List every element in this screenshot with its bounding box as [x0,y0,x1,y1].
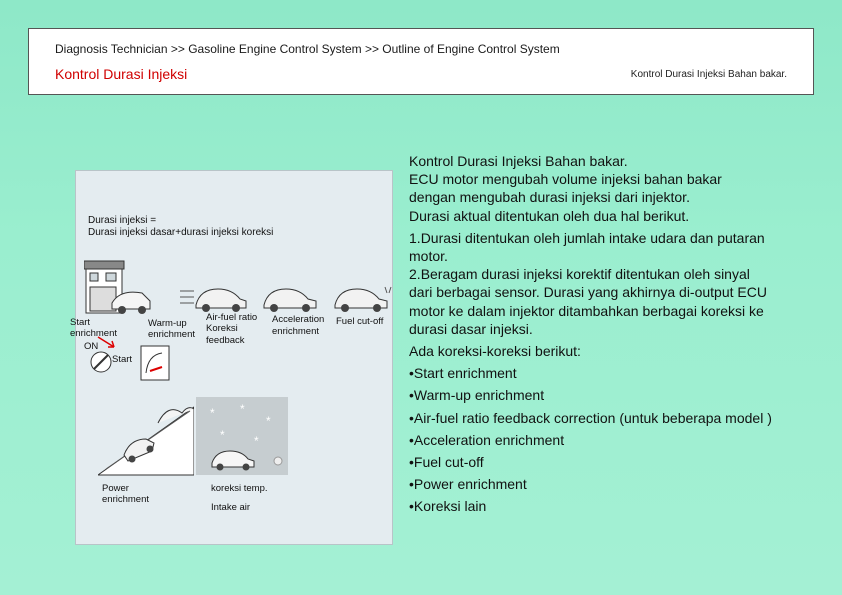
arrow-icon [96,335,118,351]
list-item: •Power enrichment [409,476,527,493]
garage-illustration [84,259,154,315]
page-title: Kontrol Durasi Injeksi [55,66,188,82]
svg-text:*: * [254,434,259,448]
label-afr-2: Koreksi [206,323,238,334]
label-on: ON [84,341,99,352]
hill-climb-illustration [98,399,194,477]
content-point2-line4: durasi dasar injeksi. [409,320,533,337]
point2-number: 2. [409,266,421,283]
label-accel-1: Acceleration [272,314,325,325]
car-accel2-illustration [262,283,332,315]
svg-text:*: * [220,428,225,442]
point1-text: Durasi ditentukan oleh jumlah intake udara dan putaran [420,229,765,246]
list-item: •Air-fuel ratio feedback correction (untuk beberapa model ) [409,409,772,426]
cold-weather-illustration [196,397,288,475]
label-start-1: Start [70,317,91,328]
point1-number: 1. [409,229,421,246]
list-item: •Start enrichment [409,365,517,382]
content-intro-2: dengan mengubah durasi injeksi dari injektor. [409,189,690,206]
breadcrumb[interactable]: Diagnosis Technician >> Gasoline Engine Control System >> Outline of Engine Control System [55,42,560,56]
label-intake-air: Intake air [211,502,251,513]
svg-text:*: * [240,402,245,416]
ignition-key-icon [88,349,114,375]
label-warmup-1: Warm-up [148,318,187,329]
list-item: •Acceleration enrichment [409,431,565,448]
label-power-2: enrichment [102,494,149,505]
list-item: •Koreksi lain [409,498,487,515]
label-fuel-cut: Fuel cut-off [336,316,384,327]
content-point2-line1 [409,265,809,283]
car-warmup-illustration [180,281,250,313]
header-panel [28,28,814,95]
formula-line-2: Durasi injeksi dasar+durasi injeksi koreksi [88,227,274,238]
content-point1-line1 [409,229,809,247]
label-start-2: enrichment [70,328,117,339]
correction-diagram [70,170,393,545]
content-point1-line2: motor. [409,248,448,265]
svg-text:*: * [266,414,271,428]
label-afr-1: Air-fuel ratio [206,312,258,323]
content-intro-3: Durasi aktual ditentukan oleh dua hal berikut. [409,207,690,224]
content-heading: Kontrol Durasi Injeksi Bahan bakar. [409,153,628,169]
content-list-intro: Ada koreksi-koreksi berikut: [409,343,581,360]
content-point2-line3: motor ke dalam injektor ditambahkan berbagai koreksi ke [409,302,764,319]
label-power-1: Power [102,483,129,494]
svg-text:*: * [210,406,215,420]
page-subtitle: Kontrol Durasi Injeksi Bahan bakar. [630,69,787,80]
list-item: •Warm-up enrichment [409,387,545,404]
content-point2-line2: dari berbagai sensor. Durasi yang akhirnya di-output ECU [409,284,767,301]
car-fuelcut-illustration [331,281,393,313]
list-item: •Fuel cut-off [409,454,484,471]
label-warmup-2: enrichment [148,329,195,340]
formula-line-1: Durasi injeksi = [88,215,157,226]
label-afr-3: feedback [206,335,245,346]
label-accel-2: enrichment [272,326,319,337]
label-start: Start [112,354,133,365]
temperature-gauge-icon [140,345,170,381]
description-text [409,152,809,516]
label-koreksi-temp: koreksi temp. [211,483,268,494]
content-intro-1: ECU motor mengubah volume injeksi bahan bakar [409,171,722,188]
point2-text: Beragam durasi injeksi korektif ditentukan oleh sinyal [420,266,750,283]
